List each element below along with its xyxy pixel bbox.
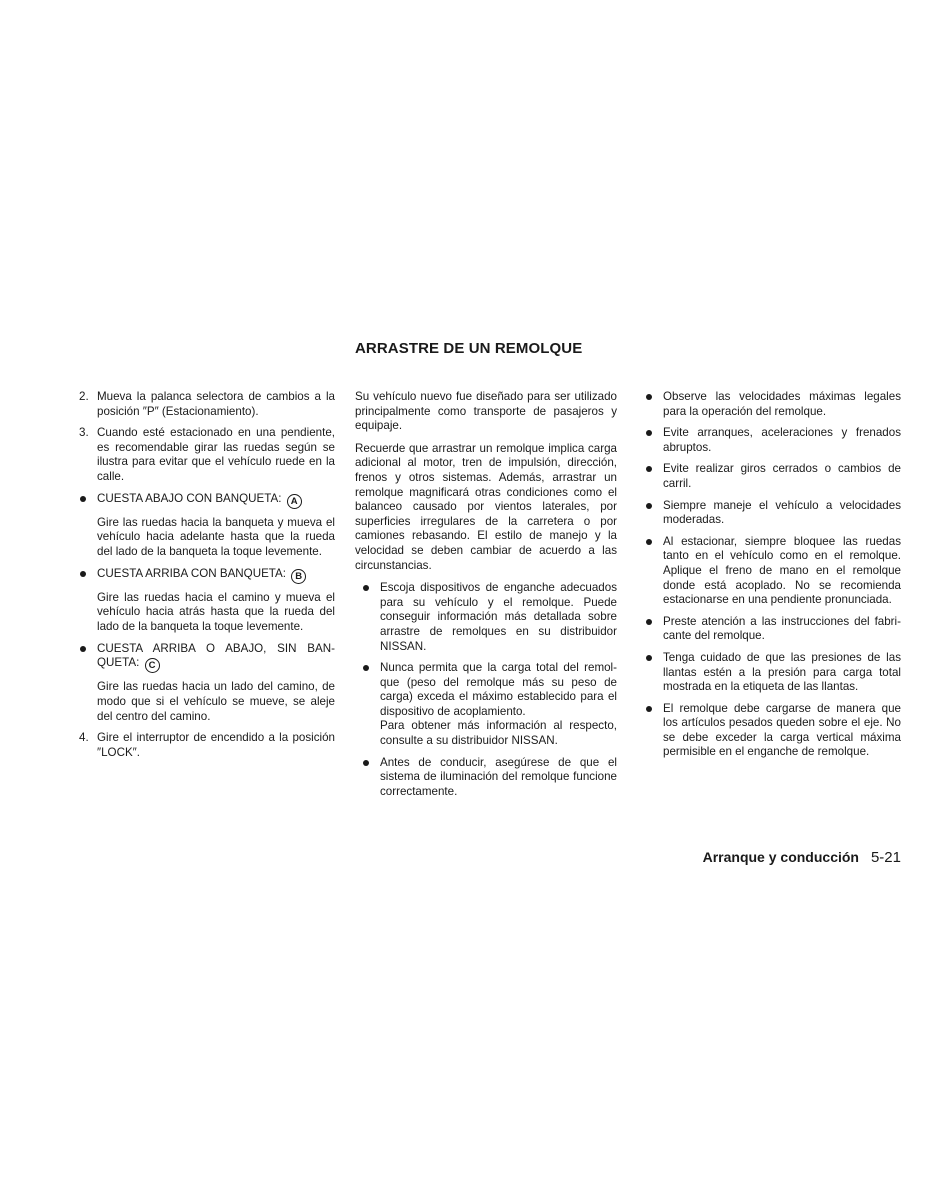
bullet-text: Preste atención a las instrucciones del fabricante del remolque.: [663, 614, 901, 643]
bullet-paragraph: Gire las ruedas hacia la banqueta y mueva el vehículo hacia adelante hasta que la rueda del lado de la banqueta la toque levemente.: [97, 515, 335, 558]
bullet-paragraph: Gire las ruedas hacia un lado del camino, de modo que si el vehículo se mueve, se aleje del centro del camino.: [97, 680, 335, 723]
section-title: ARRASTRE DE UN REMOLQUE: [355, 340, 583, 357]
paragraph: Su vehículo nuevo fue diseñado para ser utilizado principalmente como transporte de pasajeros y equipaje.: [355, 390, 617, 433]
bullet-icon: [79, 567, 97, 584]
bullet-heading: [97, 642, 335, 674]
bullet-heading-text: CUESTA ARRIBA O ABAJO, SIN BANQUETA:: [97, 641, 335, 670]
bullet-text: Escoja dispositivos de enganche adecuados para su vehículo y el remolque. Puede conseguir información más detallada sobre arrastre de remolques en su distribuidor NISSAN.: [380, 581, 617, 653]
item-number: 2.: [79, 390, 89, 403]
bullet-text-note: Para obtener más información al respecto, consulte a su distribuidor NISSAN.: [380, 719, 617, 748]
column-left: [79, 390, 335, 767]
list-item: [79, 731, 335, 760]
bullet-icon: [362, 581, 380, 654]
item-number: 3.: [79, 426, 89, 440]
circle-letter-a-icon: A: [287, 494, 302, 509]
bullet-text-main: Nunca permita que la carga total del remolque (peso del remolque más su peso de carga) exceda el máximo establecido para el dispositivo de acoplamiento.: [380, 661, 617, 718]
bullet-text: Tenga cuidado de que las presiones de las llantas estén a la presión para carga total mostrada en la etiqueta de las llantas.: [663, 650, 901, 694]
page-footer: [703, 849, 901, 866]
bullet-text: [380, 661, 617, 749]
bullet-icon: [645, 651, 663, 695]
item-text: Mueva la palanca selectora de cambios a la posición ″P″ (Estacionamiento).: [97, 390, 335, 418]
item-text: Cuando esté estacionado en una pendiente, es recomendable girar las ruedas según se ilustra para evitar que el vehículo ruede en la calle.: [97, 426, 335, 483]
page-number: 5-21: [870, 849, 901, 866]
list-item: [79, 426, 335, 484]
bullet-text: Evite arranques, aceleraciones y frenados abruptos.: [663, 426, 901, 454]
bullet-icon: [79, 492, 97, 509]
paragraph: Recuerde que arrastrar un remolque implica carga adicional al motor, tren de impulsión, dirección, frenos y otros sistemas. Además, arrastrar un remolque magnificará otras condiciones como el balanceo causado por vientos laterales, por superficies irregulares de la carretera o por camiones rebasando. El estilo de manejo y la velocidad se deben cambiar de acuerdo a las circunstancias.: [355, 441, 617, 572]
bullet-item: [645, 535, 901, 608]
bullet-text: Siempre maneje el vehículo a velocidades moderadas.: [663, 498, 901, 527]
bullet-paragraph: Gire las ruedas hacia el camino y mueva el vehículo hacia atrás hasta que la rueda del lado de la banqueta la toque levemente.: [97, 590, 335, 634]
bullet-item: [355, 661, 617, 749]
bullet-item: [79, 567, 335, 584]
bullet-item: [645, 499, 901, 528]
bullet-heading-text: CUESTA ABAJO CON BANQUETA:: [97, 491, 282, 505]
bullet-text: Al estacionar, siempre bloquee las ruedas tanto en el vehículo como en el remolque. Aplique el freno de mano en el remolque donde está acoplado. No se recomienda estacionarse en una pendiente pronunciada.: [663, 534, 901, 607]
list-item: [79, 390, 335, 419]
bullet-text: Evite realizar giros cerrados o cambios de carril.: [663, 462, 901, 490]
bullet-heading-text: CUESTA ARRIBA CON BANQUETA:: [97, 566, 286, 580]
bullet-text: El remolque debe cargarse de manera que los artículos pesados queden sobre el eje. No se debe exceder la carga vertical máxima permisible en el enganche de remolque.: [663, 701, 901, 759]
bullet-text: Observe las velocidades máximas legales para la operación del remolque.: [663, 390, 901, 418]
bullet-item: [645, 426, 901, 455]
bullet-icon: [645, 462, 663, 491]
circle-letter-b-icon: B: [291, 569, 306, 584]
bullet-icon: [645, 426, 663, 455]
column-right: [645, 390, 901, 767]
bullet-icon: [79, 642, 97, 674]
bullet-item: [79, 642, 335, 674]
bullet-text: Antes de conducir, asegúrese de que el sistema de iluminación del remolque funcione correctamente.: [380, 755, 617, 798]
bullet-icon: [645, 390, 663, 419]
bullet-icon: [645, 702, 663, 760]
bullet-icon: [645, 615, 663, 644]
bullet-item: [645, 702, 901, 760]
footer-chapter-title: Arranque y conducción: [702, 849, 859, 865]
bullet-item: [645, 390, 901, 419]
bullet-item: [645, 462, 901, 491]
bullet-item: [79, 492, 335, 509]
bullet-icon: [645, 535, 663, 608]
bullet-item: [645, 651, 901, 695]
bullet-heading: [97, 492, 335, 509]
bullet-icon: [362, 756, 380, 800]
bullet-item: [645, 615, 901, 644]
item-number: 4.: [79, 731, 89, 745]
bullet-item: [355, 756, 617, 800]
bullet-icon: [362, 661, 380, 749]
column-middle: [355, 390, 617, 806]
bullet-icon: [645, 499, 663, 528]
circle-letter-c-icon: C: [145, 658, 160, 673]
bullet-item: [355, 581, 617, 654]
bullet-heading: [97, 567, 335, 584]
item-text: Gire el interruptor de encendido a la posición ″LOCK″.: [97, 731, 335, 759]
